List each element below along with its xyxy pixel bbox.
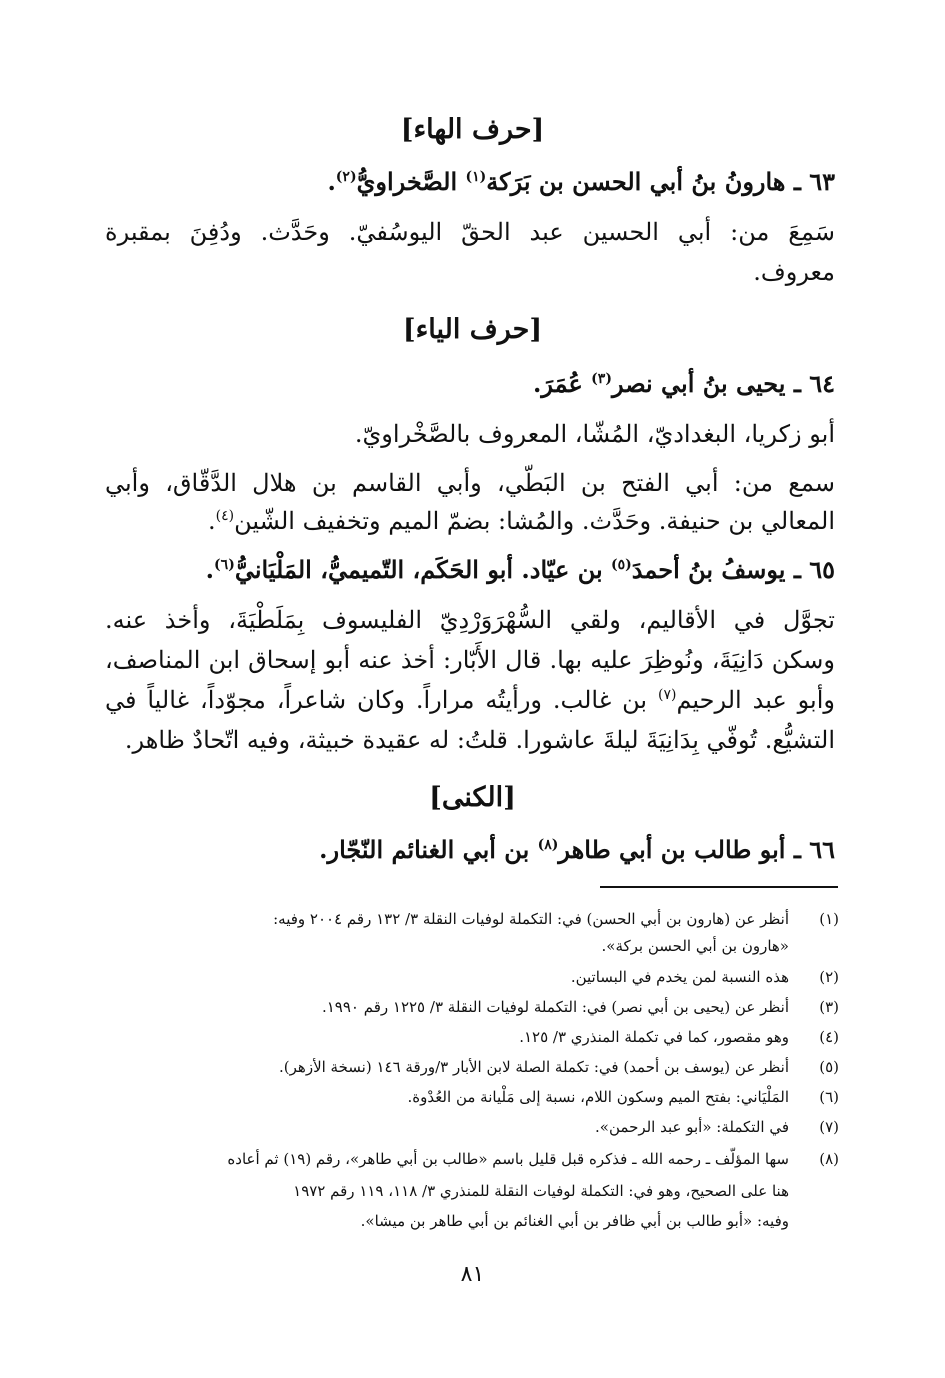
entry-65-name-mid: بن عيّاد. أبو الحَكَم، التّميميُّ، المَلْيَانيُّ [234,555,612,584]
entry-65-line-3-b: بن غالب. ورأيتُه مراراً. وكان شاعراً، مجوّداً، غالياً في [105,686,658,714]
entry-66-name: ٦٦ ـ أبو طالب بن أبي طاهر [558,835,835,864]
entry-64-name-end: عُمَرَ. [533,369,592,398]
entry-63-body-line-1: سَمِعَ من: أبي الحسين عبد الحقّ اليوسُفيّ. وحَدَّث. ودُفِنَ بمقبرة [105,218,836,246]
entry-65-line-3 [105,680,835,720]
footnote-text: سها المؤلّف ـ رحمه الله ـ فذكره قبل قليل باسم «طالب بن أبي طاهر»، رقم (١٩) ثم أعاده [227,1150,789,1168]
entry-65-line-3-a: وأبو عبد الرحيم [676,686,835,714]
footnote-divider [600,886,838,888]
entry-64-line-3-text: المعالي بن حنيفة. وحَدَّث. والمُشا: بضمّ الميم وتخفيف الشّين [234,507,835,535]
footnote-text: هذه النسبة لمن يخدم في البساتين. [570,968,789,986]
entry-63-title [105,162,835,202]
entry-64-name: ٦٤ ـ يحيى بنُ أبي نصر [611,369,835,398]
footnote-number: (٥) [819,1058,839,1076]
footnote-ref-4: (٤) [215,508,235,524]
entry-65-name: ٦٥ ـ يوسفُ بنُ أحمدَ [631,555,835,584]
footnote-ref-2: (٢) [335,169,357,185]
entry-64-line-3 [105,501,835,541]
footnote-text: أنظر عن (يحيى بن أبي نصر) في: التكملة لوفيات النقلة ٣/ ١٢٢٥ رقم ١٩٩٠. [321,998,789,1016]
footnote-text: وهو مقصور، كما في تكملة المنذري ٣/ ١٢٥. [519,1028,789,1046]
footnote-text: أنظر عن (هارون بن أبي الحسن) في: التكملة لوفيات النقلة ٣/ ١٣٢ رقم ٢٠٠٤ وفيه: [273,910,789,928]
footnote-number: (٧) [819,1118,839,1136]
footnote-ref-5: (٥) [611,557,632,573]
entry-65-line-2: وسكن دَانِيَةَ، ونُوظِرَ عليه بها. قال الأَبّار: أخذ عنه أبو إسحاق ابن المناصف، [105,646,835,674]
entry-64-line-2: سمع من: أبي الفتح بن البَطّي، وأبي القاسم بن هلال الدَّقّاق، وأبي [105,469,835,497]
footnote-ref-7: (٧) [657,687,677,703]
entry-65-line-4: التشيُّع. تُوفّي بِدَانِيَةَ ليلةَ عاشورا. قلتُ: له عقيدة خبيثة، وفيه اتّحادٌ ظاهر. [124,726,835,754]
section-heading-ya: [حرف الياء] [402,314,543,345]
entry-64-line-1: أبو زكريا، البغداديّ، المُشّا، المعروف بالصَّخْراويّ. [354,420,835,448]
section-heading-kuna: [الكنى] [429,782,516,813]
entry-66-name-end: بن أبي الغنائم النّجّار. [319,835,538,864]
entry-65-title [105,550,835,590]
footnote-text: «هارون بن أبي الحسن بركة». [601,937,789,955]
entry-63-name: ٦٣ ـ هارونُ بنُ أبي الحسن بن بَرَكة [486,167,835,196]
footnote-number: (١) [819,910,839,928]
footnote-text: وفيه: «أبو طالب بن أبي ظافر بن أبي الغنائم بن أبي طاهر بن ميشا». [360,1212,789,1230]
page-number: ٨١ [460,1262,485,1287]
entry-63-period: . [327,167,336,196]
footnote-ref-6: (٦) [214,557,235,573]
footnote-8-continued-2 [103,1208,789,1234]
footnote-number: (٦) [819,1088,839,1106]
footnote-text: أنظر عن (يوسف بن أحمد) في: تكملة الصلة لابن الأبار ٣/ورقة ١٤٦ (نسخة الأزهر). [279,1058,789,1076]
footnote-number: (٨) [819,1150,839,1168]
entry-64-line-3-end: . [207,507,216,535]
footnote-ref-8: (٨) [537,837,559,853]
section-heading-ha: [حرف الهاء] [400,114,545,145]
footnote-text: هنا على الصحيح، وهو في: التكملة لوفيات النقلة للمنذري ٣/ ١١٨، ١١٩ رقم ١٩٧٢ [293,1182,789,1200]
entry-65-period: . [205,555,215,584]
entry-63-body-line-2: معروف. [753,258,835,286]
footnote-ref-3: (٣) [591,371,612,387]
footnote-1-continued [103,933,789,959]
entry-63-nisba: الصَّخراويُّ [356,167,466,196]
footnote-text: المَلْيَاني: بفتح الميم وسكون اللام، نسبة إلى مَلْيانة من العُدْوة. [407,1088,789,1106]
entry-66-title [105,830,835,870]
entry-64-title [105,364,835,404]
footnote-text: في التكملة: «أبو عبد الرحمن». [595,1118,789,1136]
entry-65-line-1: تجوَّل في الأقاليم، ولقي السُّهْرَوَرْدِيّ الفليسوف بِمَلَطْيَةَ، وأخذ عنه. [105,606,835,634]
footnote-ref-1: (١) [465,169,487,185]
footnote-number: (٢) [819,968,839,986]
footnote-number: (٤) [819,1028,839,1046]
footnote-number: (٣) [819,998,839,1016]
footnote-8-continued-1 [103,1178,789,1204]
